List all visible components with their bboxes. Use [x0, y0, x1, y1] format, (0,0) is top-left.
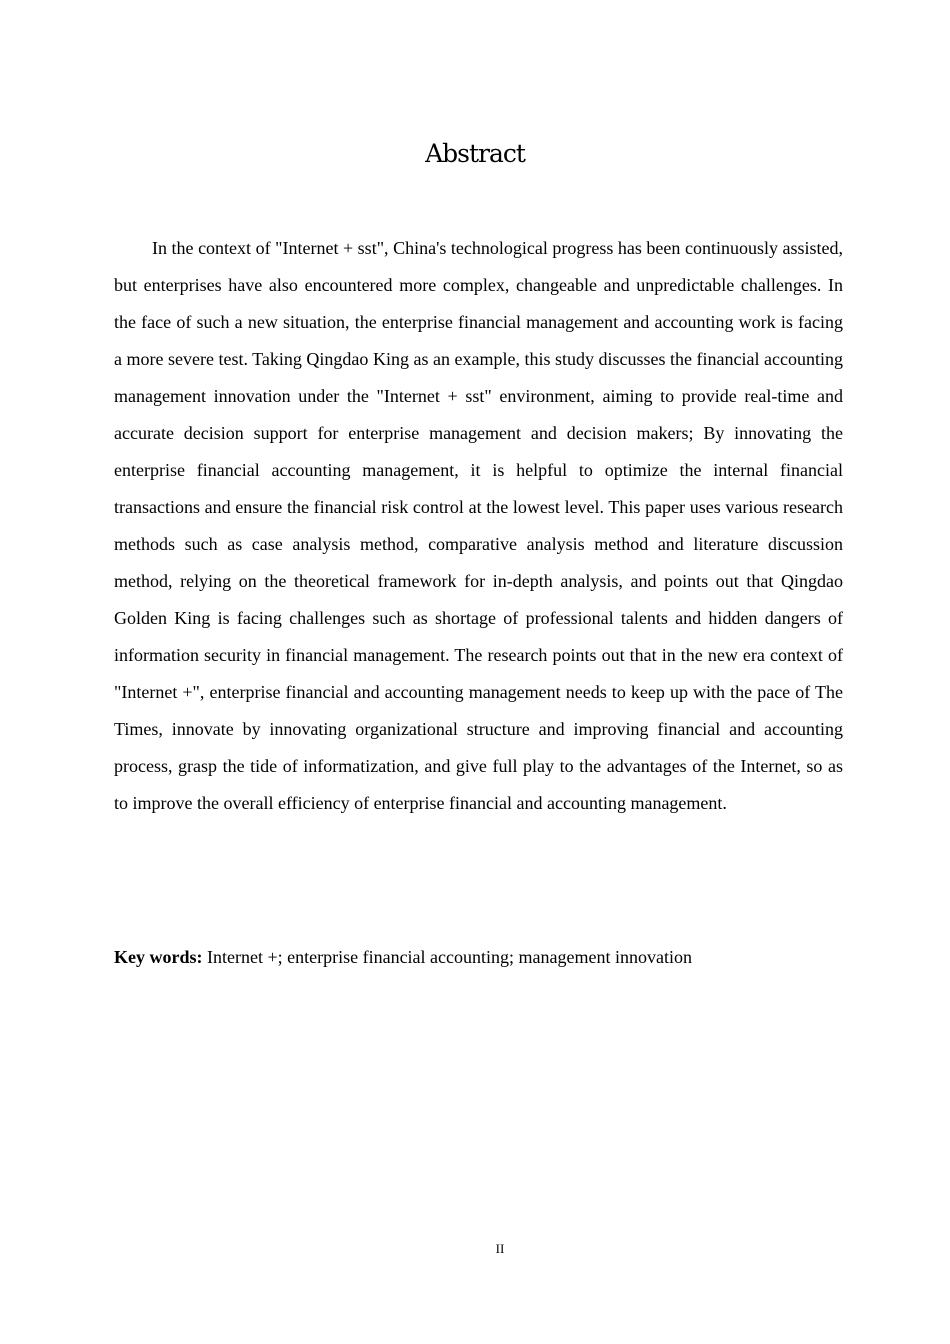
keywords-line	[114, 939, 843, 975]
abstract-body: In the context of "Internet + sst", China's technological progress has been continuously assisted, but enterprises have also encountered more complex, changeable and unpredictable challenges. In the face of such a new situation, the enterprise financial management and accounting work is facing a more severe test. Taking Qingdao King as an example, this study discusses the financial accounting management innovation under the "Internet + sst" environment, aiming to provide real-time and accurate decision support for enterprise management and decision makers; By innovating the enterprise financial accounting management, it is helpful to optimize the internal financial transactions and ensure the financial risk control at the lowest level. This paper uses various research methods such as case analysis method, comparative analysis method and literature discussion method, relying on the theoretical framework for in-depth analysis, and points out that Qingdao Golden King is facing challenges such as shortage of professional talents and hidden dangers of information security in financial management. The research points out that in the new era context of "Internet +", enterprise financial and accounting management needs to keep up with the pace of The Times, innovate by innovating organizational structure and improving financial and accounting process, grasp the tide of informatization, and give full play to the advantages of the Internet, so as to improve the overall efficiency of enterprise financial and accounting management.	[114, 238, 843, 813]
keywords-label: Key words:	[114, 947, 203, 967]
keywords-text: Internet +; enterprise financial accounting; management innovation	[207, 947, 692, 967]
page-number: II	[495, 1241, 505, 1256]
page-title: Abstract	[425, 139, 525, 168]
